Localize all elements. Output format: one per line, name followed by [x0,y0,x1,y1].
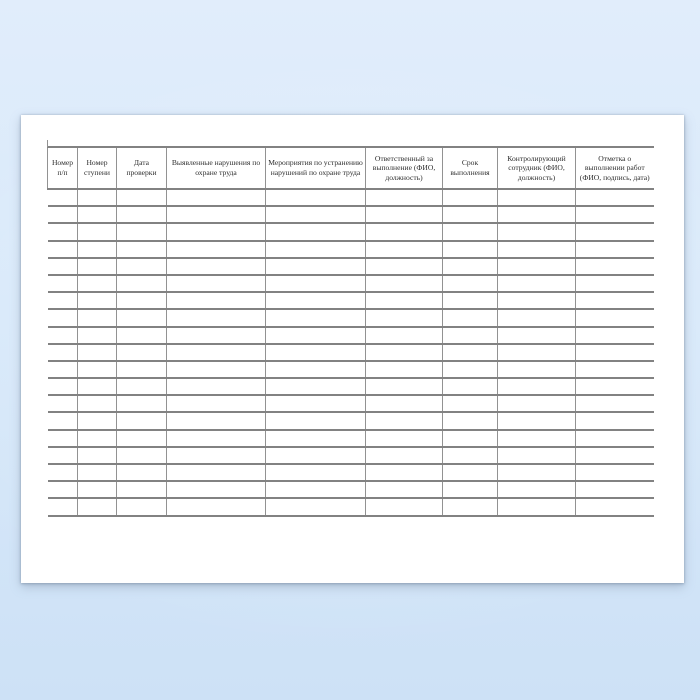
empty-cell [266,241,366,258]
empty-cell [48,412,78,429]
empty-cell [266,223,366,240]
table-row [48,464,654,481]
empty-cell [576,498,654,515]
table-row [48,258,654,275]
empty-cell [366,464,443,481]
empty-cell [167,241,266,258]
empty-cell [443,344,498,361]
empty-cell [576,189,654,206]
empty-cell [266,361,366,378]
column-header: Мероприятия по устранению нарушений по охране труда [266,147,366,189]
empty-cell [366,275,443,292]
column-header: Отметка о выполнении работ (ФИО, подпись, дата) [576,147,654,189]
safety-inspection-log-table [47,146,654,517]
empty-cell [117,447,167,464]
empty-cell [576,275,654,292]
table-row [48,206,654,223]
empty-cell [576,241,654,258]
empty-cell [48,189,78,206]
table-row [48,430,654,447]
empty-cell [498,309,576,326]
empty-cell [366,498,443,515]
empty-cell [498,189,576,206]
empty-cell [366,481,443,498]
empty-cell [266,412,366,429]
empty-cell [48,378,78,395]
empty-cell [117,241,167,258]
empty-cell [366,361,443,378]
empty-cell [48,395,78,412]
table-row [48,498,654,515]
column-header: Выявленные нарушения по охране труда [167,147,266,189]
empty-cell [366,309,443,326]
column-header: Номер ступени [78,147,117,189]
empty-cell [78,344,117,361]
empty-cell [443,189,498,206]
header-row [48,147,654,189]
column-header: Ответственный за выполнение (ФИО, должность) [366,147,443,189]
empty-cell [117,292,167,309]
empty-cell [443,447,498,464]
empty-cell [443,361,498,378]
empty-cell [366,412,443,429]
table-row [48,447,654,464]
empty-cell [48,309,78,326]
empty-cell [266,464,366,481]
empty-cell [167,412,266,429]
empty-cell [498,344,576,361]
empty-cell [266,344,366,361]
table-row [48,395,654,412]
empty-cell [443,481,498,498]
empty-cell [78,498,117,515]
empty-cell [576,206,654,223]
empty-cell [78,189,117,206]
empty-cell [498,412,576,429]
empty-cell [48,344,78,361]
empty-cell [117,258,167,275]
empty-cell [167,378,266,395]
empty-cell [576,464,654,481]
empty-cell [167,481,266,498]
empty-cell [366,378,443,395]
empty-cell [78,223,117,240]
empty-cell [443,223,498,240]
empty-cell [498,378,576,395]
empty-cell [117,498,167,515]
empty-cell [78,275,117,292]
table-row [48,378,654,395]
empty-cell [48,481,78,498]
empty-cell [576,378,654,395]
empty-cell [443,395,498,412]
empty-cell [48,275,78,292]
empty-cell [266,258,366,275]
empty-cell [576,258,654,275]
empty-cell [576,447,654,464]
empty-cell [498,464,576,481]
empty-cell [266,498,366,515]
empty-cell [78,258,117,275]
empty-cell [576,344,654,361]
empty-cell [443,378,498,395]
empty-cell [117,361,167,378]
empty-cell [78,327,117,344]
empty-cell [576,412,654,429]
empty-cell [167,223,266,240]
empty-cell [78,430,117,447]
empty-cell [48,206,78,223]
empty-cell [167,292,266,309]
empty-cell [266,275,366,292]
empty-cell [117,395,167,412]
empty-cell [443,258,498,275]
empty-cell [167,498,266,515]
empty-cell [167,447,266,464]
empty-cell [576,223,654,240]
empty-cell [498,481,576,498]
empty-cell [443,498,498,515]
document-sheet [21,115,684,583]
empty-cell [78,464,117,481]
empty-cell [266,292,366,309]
empty-cell [167,189,266,206]
empty-cell [78,412,117,429]
empty-cell [78,206,117,223]
table-row [48,223,654,240]
empty-cell [48,430,78,447]
empty-cell [366,430,443,447]
empty-cell [366,189,443,206]
empty-cell [266,481,366,498]
empty-cell [366,206,443,223]
empty-cell [167,395,266,412]
empty-cell [498,241,576,258]
empty-cell [576,292,654,309]
empty-cell [117,206,167,223]
table-row [48,481,654,498]
empty-cell [498,430,576,447]
empty-cell [167,258,266,275]
table-row [48,292,654,309]
empty-cell [266,309,366,326]
table-row [48,361,654,378]
empty-cell [167,327,266,344]
empty-cell [167,309,266,326]
table-row [48,189,654,206]
empty-cell [266,447,366,464]
empty-cell [498,361,576,378]
empty-cell [117,344,167,361]
empty-cell [78,361,117,378]
empty-cell [266,378,366,395]
empty-cell [48,361,78,378]
empty-cell [576,430,654,447]
empty-cell [266,189,366,206]
empty-cell [576,481,654,498]
empty-cell [167,430,266,447]
empty-cell [366,292,443,309]
table-row [48,412,654,429]
empty-cell [48,241,78,258]
empty-cell [498,223,576,240]
empty-cell [117,412,167,429]
empty-cell [498,327,576,344]
empty-cell [167,361,266,378]
empty-cell [576,309,654,326]
column-header: Срок выполнения [443,147,498,189]
column-header: Номер п/п [48,147,78,189]
empty-cell [443,412,498,429]
table-row [48,327,654,344]
empty-cell [48,258,78,275]
empty-cell [498,275,576,292]
empty-cell [167,344,266,361]
empty-cell [266,430,366,447]
empty-cell [117,481,167,498]
table-row [48,241,654,258]
empty-cell [576,395,654,412]
empty-cell [366,327,443,344]
empty-cell [117,309,167,326]
empty-cell [443,464,498,481]
empty-cell [117,189,167,206]
column-header: Контролирующий сотрудник (ФИО, должность) [498,147,576,189]
table-row [48,309,654,326]
empty-cell [443,275,498,292]
empty-cell [167,464,266,481]
table-row [48,344,654,361]
empty-cell [167,206,266,223]
empty-cell [78,292,117,309]
column-header: Дата проверки [117,147,167,189]
empty-cell [366,223,443,240]
empty-cell [78,447,117,464]
empty-cell [266,206,366,223]
empty-cell [443,309,498,326]
empty-cell [117,464,167,481]
empty-cell [266,327,366,344]
empty-cell [498,395,576,412]
empty-cell [117,378,167,395]
empty-cell [48,327,78,344]
empty-cell [498,498,576,515]
empty-cell [443,206,498,223]
empty-cell [366,258,443,275]
empty-cell [48,292,78,309]
empty-cell [78,378,117,395]
empty-cell [366,395,443,412]
empty-cell [443,430,498,447]
empty-cell [443,241,498,258]
empty-cell [78,241,117,258]
empty-cell [48,223,78,240]
empty-cell [576,327,654,344]
empty-cell [576,361,654,378]
empty-cell [498,292,576,309]
empty-cell [167,275,266,292]
table-left-border-overshoot [47,140,48,147]
empty-cell [48,447,78,464]
empty-cell [78,309,117,326]
empty-cell [266,395,366,412]
empty-cell [443,292,498,309]
empty-cell [366,241,443,258]
empty-cell [117,430,167,447]
empty-cell [78,481,117,498]
empty-cell [366,344,443,361]
empty-cell [48,498,78,515]
table-row [48,275,654,292]
empty-cell [48,464,78,481]
empty-cell [498,258,576,275]
empty-cell [366,447,443,464]
empty-cell [443,327,498,344]
empty-cell [117,327,167,344]
empty-cell [78,395,117,412]
empty-cell [498,447,576,464]
empty-cell [498,206,576,223]
empty-cell [117,223,167,240]
empty-cell [117,275,167,292]
